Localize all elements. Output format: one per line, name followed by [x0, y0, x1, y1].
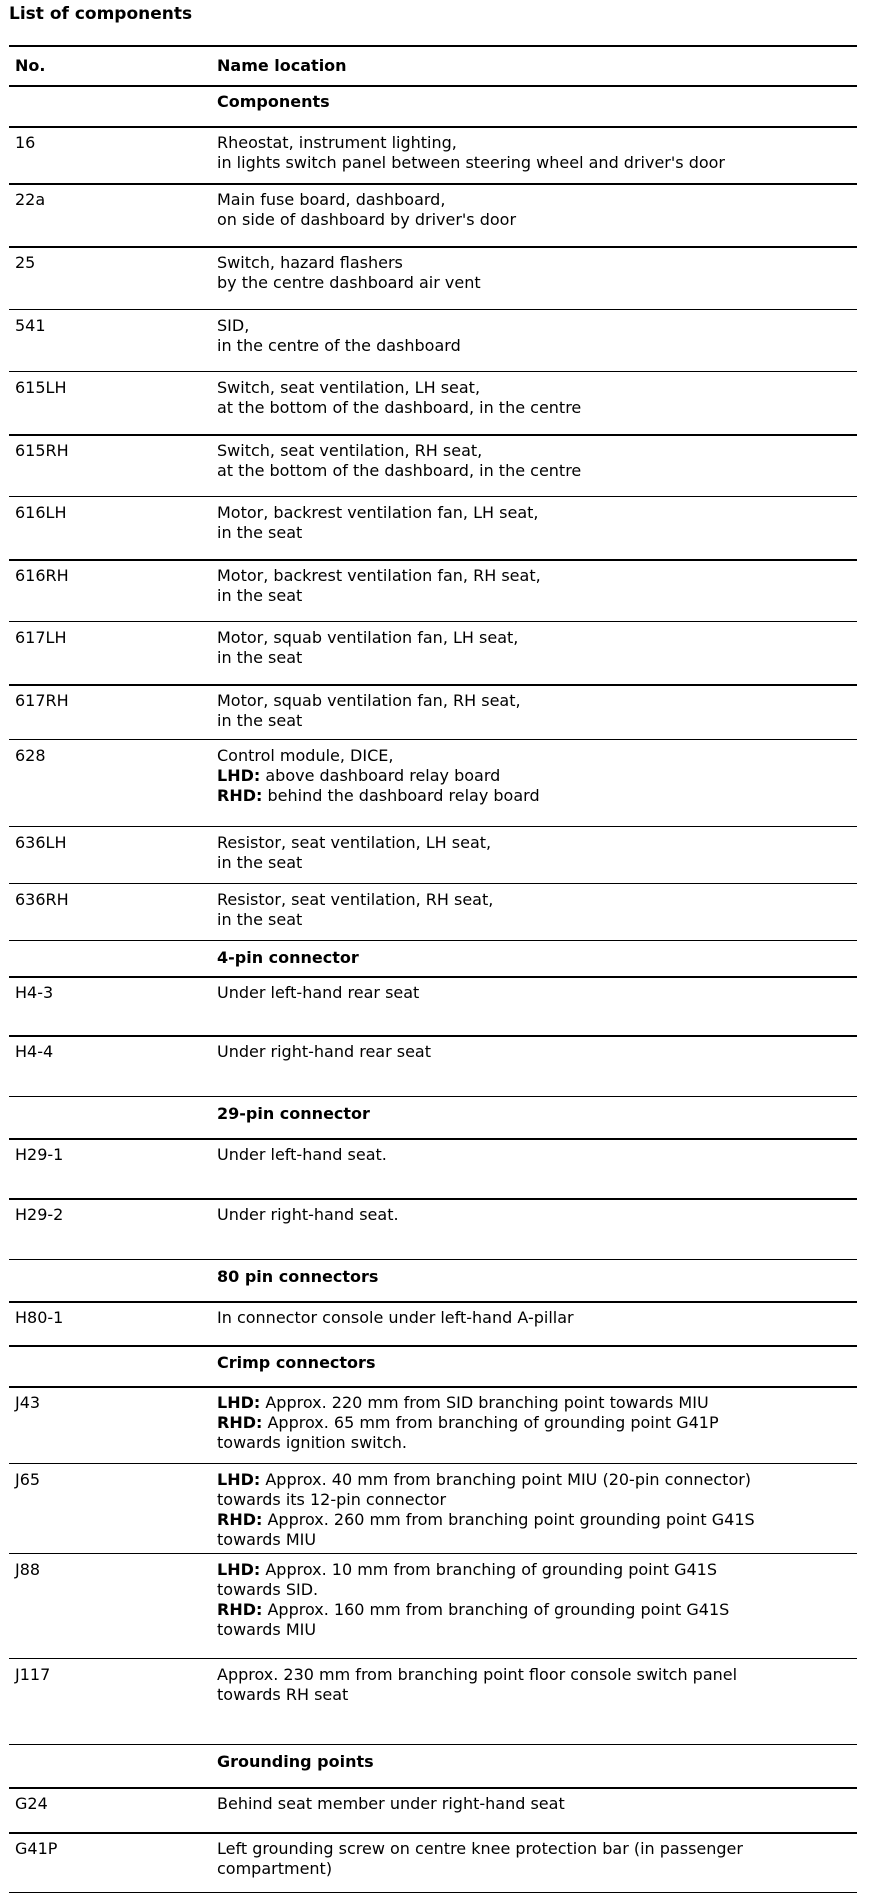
row-divider: [9, 621, 857, 622]
location-text: Switch, hazard flashers: [217, 253, 403, 272]
location-line: [217, 133, 853, 153]
section-header-row: [9, 1745, 857, 1788]
component-name-location: [217, 190, 853, 230]
section-title: Grounding points: [217, 1752, 374, 1771]
location-line: [217, 316, 853, 336]
table-row: [9, 685, 857, 740]
location-line: [217, 398, 853, 418]
location-text: at the bottom of the dashboard, in the centre: [217, 398, 582, 417]
section-title: 80 pin connectors: [217, 1267, 379, 1286]
location-line: [217, 1393, 853, 1413]
row-divider: [9, 1096, 857, 1097]
component-number: J65: [15, 1470, 41, 1489]
section-title: 29-pin connector: [217, 1104, 370, 1123]
location-text: at the bottom of the dashboard, in the centre: [217, 461, 582, 480]
location-line: [217, 461, 853, 481]
location-text: Control module, DICE,: [217, 746, 394, 765]
component-number: 615RH: [15, 441, 69, 460]
component-name-location: [217, 746, 853, 806]
component-number: G24: [15, 1794, 48, 1813]
location-text: in lights switch panel between steering wheel and driver's door: [217, 153, 726, 172]
row-divider: [9, 371, 857, 372]
component-name-location: [217, 1205, 853, 1225]
location-line: [217, 1794, 853, 1814]
component-number: J88: [15, 1560, 41, 1579]
table-header: [9, 47, 857, 85]
component-name-location: [217, 1145, 853, 1165]
location-line: [217, 586, 853, 606]
location-line: [217, 1308, 853, 1328]
component-number: 541: [15, 316, 46, 335]
location-line: [217, 210, 853, 230]
location-text: in the seat: [217, 586, 303, 605]
location-line: [217, 523, 853, 543]
row-divider: [9, 1553, 857, 1554]
location-line: [217, 1859, 853, 1879]
row-divider: [9, 1259, 857, 1260]
location-text: Under right-hand rear seat: [217, 1042, 432, 1061]
table-row: [9, 1464, 857, 1554]
location-text: towards MIU: [217, 1530, 317, 1549]
location-line: [217, 336, 853, 356]
location-text: Approx. 160 mm from branching of grounding point G41S: [262, 1600, 730, 1619]
location-line: [217, 273, 853, 293]
location-line: [217, 1145, 853, 1165]
component-name-location: [217, 316, 853, 356]
location-text: SID,: [217, 316, 250, 335]
location-text: Motor, backrest ventilation fan, LH seat,: [217, 503, 539, 522]
row-divider: [9, 684, 857, 686]
location-line: [217, 746, 853, 766]
component-number: 636LH: [15, 833, 67, 852]
row-divider: [9, 976, 857, 978]
table-row: [9, 435, 857, 497]
component-name-location: [217, 378, 853, 418]
row-divider: [9, 434, 857, 436]
row-divider: [9, 1658, 857, 1659]
table-row: [9, 184, 857, 247]
location-text: towards RH seat: [217, 1685, 349, 1704]
location-line: [217, 1433, 853, 1453]
location-text: Approx. 220 mm from SID branching point towards MIU: [260, 1393, 709, 1412]
column-header-name-location: Name location: [217, 56, 347, 75]
table-row: [9, 127, 857, 184]
table-row: [9, 1788, 857, 1833]
hand-drive-label: RHD:: [217, 1510, 263, 1529]
row-divider: [9, 1744, 857, 1745]
component-name-location: [217, 133, 853, 173]
component-name-location: [217, 890, 853, 930]
component-name-location: [217, 833, 853, 873]
row-divider: [9, 126, 857, 128]
location-text: Left grounding screw on centre knee protection bar (in passenger: [217, 1839, 743, 1858]
hand-drive-label: LHD:: [217, 1470, 261, 1489]
location-line: [217, 648, 853, 668]
table-row: [9, 1554, 857, 1659]
location-line: [217, 1620, 853, 1640]
hand-drive-label: RHD:: [217, 1600, 263, 1619]
table-row: [9, 1139, 857, 1199]
table-row: [9, 560, 857, 622]
section-header-row: [9, 1097, 857, 1139]
table-row: [9, 247, 857, 310]
component-name-location: [217, 1794, 853, 1814]
component-number: 617RH: [15, 691, 69, 710]
row-divider: [9, 1463, 857, 1464]
location-line: [217, 1580, 853, 1600]
location-text: Motor, squab ventilation fan, LH seat,: [217, 628, 519, 647]
component-number: 16: [15, 133, 36, 152]
row-divider: [9, 246, 857, 248]
location-text: in the seat: [217, 711, 303, 730]
component-number: H4-4: [15, 1042, 54, 1061]
location-text: towards ignition switch.: [217, 1433, 407, 1452]
location-line: [217, 1685, 853, 1705]
component-number: H80-1: [15, 1308, 64, 1327]
component-name-location: [217, 503, 853, 543]
hand-drive-label: LHD:: [217, 1560, 261, 1579]
location-text: Motor, squab ventilation fan, RH seat,: [217, 691, 521, 710]
table-row: [9, 497, 857, 560]
component-number: 628: [15, 746, 46, 765]
location-text: in the seat: [217, 523, 303, 542]
location-text: Switch, seat ventilation, RH seat,: [217, 441, 483, 460]
component-name-location: [217, 441, 853, 481]
location-line: [217, 983, 853, 1003]
row-divider: [9, 309, 857, 310]
location-line: [217, 1665, 853, 1685]
location-text: towards SID.: [217, 1580, 319, 1599]
table-row: [9, 310, 857, 372]
location-text: Motor, backrest ventilation fan, RH seat,: [217, 566, 541, 585]
section-header-row: [9, 85, 857, 127]
section-header-row: [9, 1260, 857, 1302]
table-row: [9, 1387, 857, 1464]
row-divider: [9, 496, 857, 497]
location-line: [217, 378, 853, 398]
table-row: [9, 884, 857, 941]
location-line: [217, 566, 853, 586]
hand-drive-label: RHD:: [217, 786, 263, 805]
hand-drive-label: LHD:: [217, 1393, 261, 1412]
location-line: [217, 441, 853, 461]
location-text: on side of dashboard by driver's door: [217, 210, 517, 229]
component-name-location: [217, 566, 853, 606]
hand-drive-label: RHD:: [217, 1413, 263, 1432]
location-text: In connector console under left-hand A-pillar: [217, 1308, 574, 1327]
row-divider: [9, 1345, 857, 1347]
component-number: J43: [15, 1393, 41, 1412]
location-text: compartment): [217, 1859, 333, 1878]
location-line: [217, 1205, 853, 1225]
row-divider: [9, 1892, 857, 1893]
location-text: above dashboard relay board: [260, 766, 501, 785]
component-name-location: [217, 1665, 853, 1705]
location-line: [217, 1600, 853, 1620]
component-number: G41P: [15, 1839, 58, 1858]
component-name-location: [217, 1393, 853, 1453]
component-name-location: [217, 1560, 853, 1640]
table-row: [9, 1833, 857, 1893]
location-line: [217, 1470, 853, 1490]
row-divider: [9, 1138, 857, 1140]
component-name-location: [217, 1042, 853, 1062]
row-divider: [9, 1787, 857, 1789]
location-line: [217, 833, 853, 853]
location-text: Under left-hand rear seat: [217, 983, 420, 1002]
location-text: in the seat: [217, 648, 303, 667]
component-number: H4-3: [15, 983, 54, 1002]
location-text: in the centre of the dashboard: [217, 336, 461, 355]
row-divider: [9, 739, 857, 740]
table-row: [9, 977, 857, 1036]
location-text: Resistor, seat ventilation, RH seat,: [217, 890, 494, 909]
section-header-row: [9, 1346, 857, 1387]
location-text: by the centre dashboard air vent: [217, 273, 481, 292]
location-line: [217, 853, 853, 873]
location-line: [217, 910, 853, 930]
component-name-location: [217, 628, 853, 668]
section-title: Components: [217, 92, 330, 111]
row-divider: [9, 1832, 857, 1834]
location-text: towards MIU: [217, 1620, 317, 1639]
location-text: Main fuse board, dashboard,: [217, 190, 446, 209]
location-text: Under right-hand seat.: [217, 1205, 399, 1224]
location-line: [217, 766, 853, 786]
location-text: Rheostat, instrument lighting,: [217, 133, 457, 152]
location-line: [217, 1530, 853, 1550]
row-divider: [9, 183, 857, 185]
row-divider: [9, 1386, 857, 1388]
location-line: [217, 153, 853, 173]
table-row: [9, 827, 857, 884]
column-header-no: No.: [15, 56, 46, 75]
component-name-location: [217, 1308, 853, 1328]
table-row: [9, 1036, 857, 1097]
row-divider: [9, 826, 857, 827]
table-row: [9, 1302, 857, 1346]
table-row: [9, 1199, 857, 1260]
component-number: 636RH: [15, 890, 69, 909]
location-line: [217, 253, 853, 273]
location-text: towards its 12-pin connector: [217, 1490, 447, 1509]
component-number: J117: [15, 1665, 51, 1684]
location-line: [217, 691, 853, 711]
table-row: [9, 622, 857, 685]
location-line: [217, 1560, 853, 1580]
location-text: Approx. 230 mm from branching point floor console switch panel: [217, 1665, 738, 1684]
component-number: 25: [15, 253, 36, 272]
location-text: Resistor, seat ventilation, LH seat,: [217, 833, 492, 852]
location-text: Approx. 10 mm from branching of grounding point G41S: [260, 1560, 717, 1579]
table-row: [9, 1659, 857, 1745]
component-name-location: [217, 1839, 853, 1879]
component-number: H29-1: [15, 1145, 64, 1164]
row-divider: [9, 1035, 857, 1037]
section-title: Crimp connectors: [217, 1353, 376, 1372]
component-name-location: [217, 691, 853, 731]
location-text: Approx. 40 mm from branching point MIU (20-pin connector): [260, 1470, 752, 1489]
location-text: Approx. 65 mm from branching of grounding point G41P: [262, 1413, 719, 1432]
location-line: [217, 190, 853, 210]
location-line: [217, 628, 853, 648]
row-divider: [9, 883, 857, 884]
table-row: [9, 740, 857, 827]
location-line: [217, 503, 853, 523]
component-number: 616LH: [15, 503, 67, 522]
location-line: [217, 1510, 853, 1530]
component-number: 615LH: [15, 378, 67, 397]
component-number: 22a: [15, 190, 46, 209]
component-number: 617LH: [15, 628, 67, 647]
location-line: [217, 1839, 853, 1859]
row-divider: [9, 1198, 857, 1200]
row-divider: [9, 1301, 857, 1303]
component-number: H29-2: [15, 1205, 64, 1224]
location-line: [217, 1413, 853, 1433]
page-title: List of components: [9, 4, 193, 24]
component-number: 616RH: [15, 566, 69, 585]
section-header-row: [9, 941, 857, 977]
location-text: Approx. 260 mm from branching point grounding point G41S: [262, 1510, 755, 1529]
location-line: [217, 1490, 853, 1510]
location-line: [217, 786, 853, 806]
row-divider: [9, 940, 857, 941]
hand-drive-label: LHD:: [217, 766, 261, 785]
location-text: Switch, seat ventilation, LH seat,: [217, 378, 481, 397]
location-line: [217, 711, 853, 731]
location-text: in the seat: [217, 910, 303, 929]
location-line: [217, 890, 853, 910]
location-text: in the seat: [217, 853, 303, 872]
location-text: Behind seat member under right-hand seat: [217, 1794, 565, 1813]
row-divider: [9, 85, 857, 87]
row-divider: [9, 559, 857, 561]
component-name-location: [217, 253, 853, 293]
component-name-location: [217, 1470, 853, 1550]
row-divider: [9, 45, 857, 47]
location-line: [217, 1042, 853, 1062]
table-row: [9, 372, 857, 435]
component-name-location: [217, 983, 853, 1003]
section-title: 4-pin connector: [217, 948, 359, 967]
location-text: Under left-hand seat.: [217, 1145, 387, 1164]
location-text: behind the dashboard relay board: [262, 786, 540, 805]
